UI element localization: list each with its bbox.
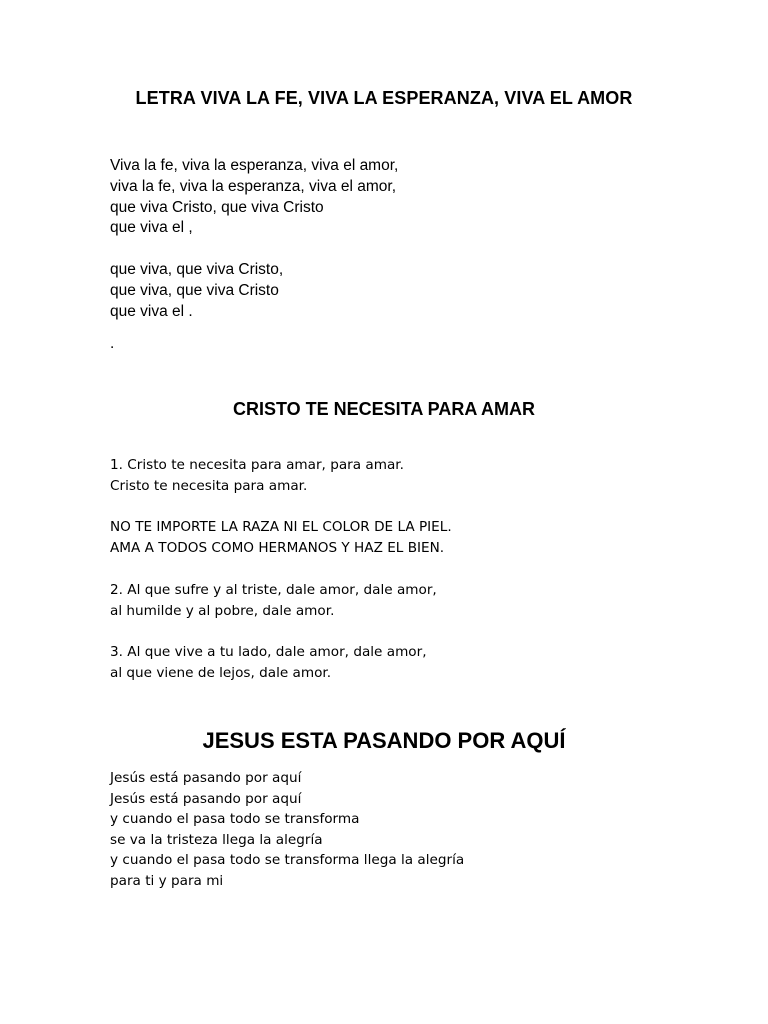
lyric-line: para ti y para mi (110, 872, 224, 889)
song-lyrics-viva-la-fe (110, 156, 398, 355)
lyric-line: Cristo te necesita para amar. (110, 477, 308, 494)
stanza-gap (110, 559, 452, 580)
lyric-line: 3. Al que vive a tu lado, dale amor, dale amor, (110, 644, 427, 661)
stanza-gap (110, 239, 398, 260)
lyric-line: 1. Cristo te necesita para amar, para amar. (110, 457, 404, 473)
lyric-line: que viva el , (110, 219, 193, 237)
lyric-line: Jesús está pasando por aquí (110, 770, 302, 786)
song-title-viva-la-fe: LETRA VIVA LA FE, VIVA LA ESPERANZA, VIVA EL AMOR (135, 88, 633, 108)
stanza-gap (110, 322, 398, 334)
stanza-gap (110, 497, 452, 518)
lyric-line: que viva el . (110, 302, 193, 320)
song-lyrics-cristo-te-necesita (110, 455, 452, 684)
lyric-line: Viva la fe, viva la esperanza, viva el amor, (110, 157, 399, 174)
lyric-line: que viva Cristo, que viva Cristo (110, 198, 324, 216)
song-title-jesus-esta-pasando: JESUS ESTA PASANDO POR AQUÍ (202, 728, 566, 753)
lyric-line: y cuando el pasa todo se transforma llega la alegría (110, 852, 465, 868)
lyric-line: Jesús está pasando por aquí (110, 790, 302, 807)
song-title-cristo-te-necesita: CRISTO TE NECESITA PARA AMAR (232, 399, 535, 419)
lyric-line: que viva, que viva Cristo (110, 281, 279, 299)
lyric-line: AMA A TODOS COMO HERMANOS Y HAZ EL BIEN. (110, 540, 445, 557)
lyric-line: al que viene de lejos, dale amor. (110, 664, 332, 681)
song-lyrics-jesus-esta-pasando (110, 768, 464, 891)
stanza-gap (110, 621, 452, 642)
lyric-line: 2. Al que sufre y al triste, dale amor, dale amor, (110, 581, 437, 598)
lyric-line: . (110, 335, 115, 353)
lyric-line: y cuando el pasa todo se transforma (110, 811, 360, 827)
lyric-line: viva la fe, viva la esperanza, viva el amor, (110, 177, 397, 195)
lyric-line: que viva, que viva Cristo, (110, 260, 284, 278)
lyric-line: al humilde y al pobre, dale amor. (110, 602, 335, 619)
lyric-line: se va la tristeza llega la alegría (110, 831, 323, 848)
lyric-line: NO TE IMPORTE LA RAZA NI EL COLOR DE LA PIEL. (110, 519, 452, 536)
